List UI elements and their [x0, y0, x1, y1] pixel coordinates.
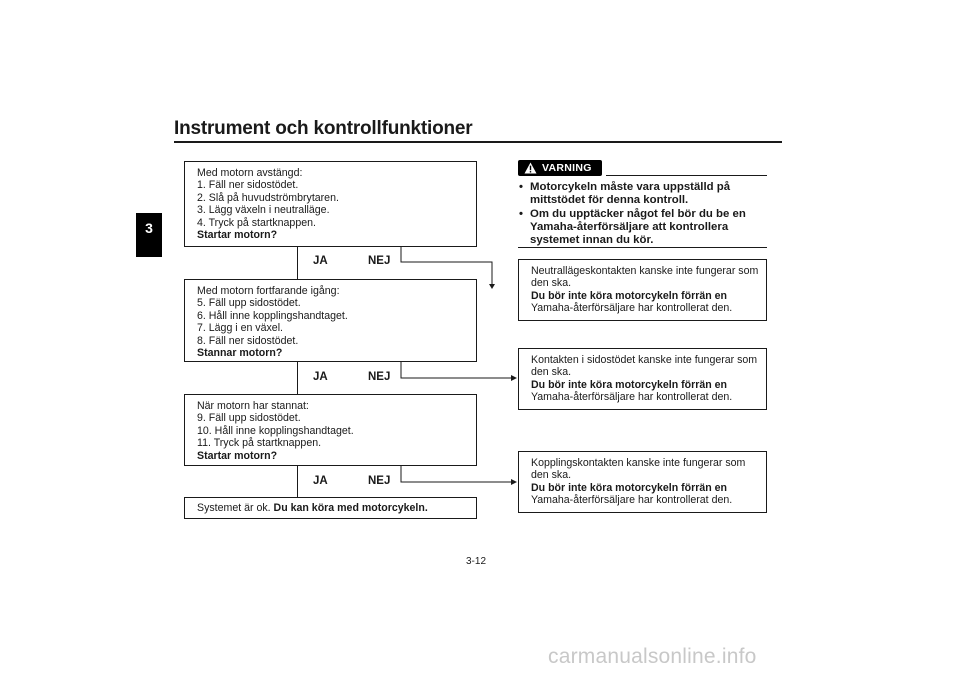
warning-badge [518, 160, 602, 176]
step1-line: 1. Fäll ner sidostödet. [197, 179, 299, 192]
warning-text: Motorcykeln måste vara uppställd på mittstödet för denna kontroll. [530, 181, 731, 207]
step2-line: 6. Håll inne kopplingshandtaget. [197, 309, 348, 322]
step1-line: 4. Tryck på startknappen. [197, 216, 316, 229]
flow-result [184, 497, 477, 519]
page-title: Instrument och kontrollfunktioner [174, 118, 473, 139]
fault-box-sidestand [518, 348, 767, 410]
warning-item [518, 208, 768, 248]
result-prefix: Systemet är ok. [197, 502, 271, 514]
flow-step-3 [184, 394, 477, 466]
step3-line: 10. Håll inne kopplingshandtaget. [197, 424, 354, 437]
no-line-2 [401, 361, 512, 378]
fault-bold: Du bör inte köra motorcykeln förrän en [531, 378, 728, 391]
step1-line: Med motorn avstängd: [197, 167, 303, 179]
warning-label: VARNING [542, 162, 592, 174]
arrow-right-icon [511, 375, 517, 381]
step1-question: Startar motorn? [197, 229, 278, 242]
chapter-number: 3 [145, 220, 153, 236]
fault-line: den ska. [531, 469, 572, 482]
fault-line: Yamaha-återförsäljare har kontrollerat den. [531, 494, 733, 507]
step1-line: 3. Lägg växeln i neutralläge. [197, 204, 330, 217]
fault-line: Yamaha-återförsäljare har kontrollerat den. [531, 391, 733, 404]
flow-step-2 [184, 279, 477, 362]
result-bold: Du kan köra med motorcykeln. [273, 502, 428, 514]
step1-line: 2. Slå på huvudströmbrytaren. [197, 191, 339, 204]
step2-line: 7. Lägg i en växel. [197, 322, 283, 335]
step3-line: 11. Tryck på startknappen. [197, 437, 322, 450]
fault-line: den ska. [531, 366, 572, 379]
warning-rule-bottom [518, 247, 767, 248]
yes-label-1: JA [313, 255, 328, 267]
no-label-3: NEJ [368, 475, 391, 487]
arrow-right-icon [511, 479, 517, 485]
no-label-2: NEJ [368, 371, 391, 383]
warning-rule-top [606, 175, 767, 176]
no-label-1: NEJ [368, 255, 391, 267]
step2-line: Med motorn fortfarande igång: [197, 285, 340, 297]
fault-bold: Du bör inte köra motorcykeln förrän en [531, 481, 728, 494]
bullet-icon: • [519, 181, 523, 193]
warning-triangle-icon [524, 162, 537, 174]
arrow-down-icon [489, 284, 495, 289]
no-line-3 [401, 465, 512, 482]
fault-box-neutral [518, 259, 767, 321]
yes-label-3: JA [313, 475, 328, 487]
fault-line: Kontakten i sidostödet kanske inte fungerar som [531, 354, 758, 366]
bullet-icon: • [519, 207, 523, 220]
fault-bold: Du bör inte köra motorcykeln förrän en [531, 289, 728, 302]
fault-line: Neutrallägeskontakten kanske inte fungerar som [531, 265, 759, 277]
fault-box-clutch [518, 451, 767, 513]
step3-line: 9. Fäll upp sidostödet. [197, 412, 301, 425]
step2-line: 8. Fäll ner sidostödet. [197, 334, 299, 347]
yes-label-2: JA [313, 371, 328, 383]
step2-line: 5. Fäll upp sidostödet. [197, 297, 301, 310]
watermark: carmanualsonline.info [548, 645, 757, 668]
page-number: 3-12 [466, 556, 487, 567]
fault-line: Kopplingskontakten kanske inte fungerar som [531, 457, 746, 469]
warning-list [518, 181, 768, 247]
warning-item [518, 181, 768, 208]
step3-question: Startar motorn? [197, 449, 278, 462]
step3-line: När motorn har stannat: [197, 400, 309, 412]
flow-step-1 [184, 161, 477, 247]
fault-line: den ska. [531, 277, 572, 290]
step2-question: Stannar motorn? [197, 347, 283, 360]
warning-text: Om du upptäcker något fel bör du be en Yamaha-återförsäljare att kontrollera systemet innan du kör. [530, 207, 746, 247]
fault-line: Yamaha-återförsäljare har kontrollerat den. [531, 302, 733, 315]
